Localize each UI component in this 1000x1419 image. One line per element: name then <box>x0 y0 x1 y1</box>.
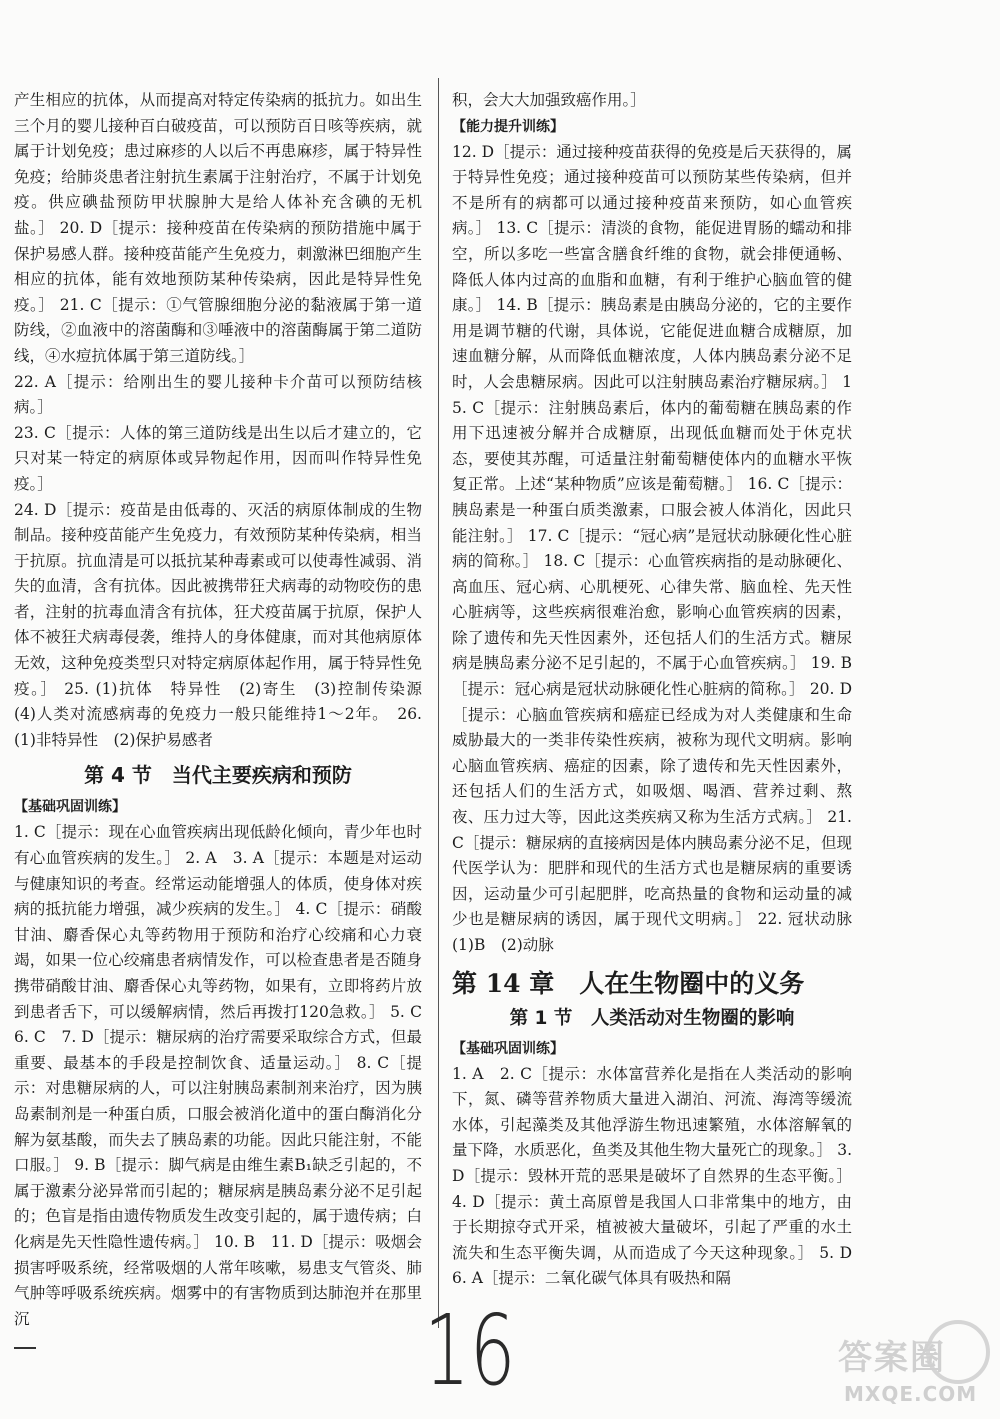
answer-paragraph: 24. D［提示：疫苗是由低毒的、灭活的病原体制成的生物制品。接种疫苗能产生免疫力，有效预防某种传染病，相当于抗原。抗血清是可以抵抗某种毒素或可以使毒性减弱、消失的血清，含有抗体。因此被携带狂犬病毒的动物咬伤的患者，注射的抗毒血清含有抗体，狂犬疫苗属于抗原，保护人体不被狂犬病毒侵袭，维持人的身体健康，而对其他病原体无效，这种免疫类型只对特定病原体起作用，属于特异性免疫。］ 25. (1)抗体 特异性 (2)寄生 (3)控制传染源 (4)人类对流感病毒的免疫力一般只能维持1～2年。 26. (1)非特异性 (2)保护易感者 <box>14 500 438 749</box>
section-heading: 第 4 节 当代主要疾病和预防 <box>84 763 352 788</box>
watermark-text: 答案圈 <box>838 1338 946 1378</box>
watermark-logo <box>838 1318 990 1414</box>
watermark-url: MXQE.COM <box>844 1382 978 1406</box>
answer-paragraph: 22. A［提示：给刚出生的婴儿接种卡介苗可以预防结核病。］ <box>14 372 422 417</box>
exercise-label: 【能力提升训练】 <box>452 118 564 135</box>
page-number: 16 <box>424 1293 516 1407</box>
answer-paragraph: 积，会大大加强致癌作用。］ <box>452 91 646 109</box>
column-divider <box>438 78 439 1328</box>
answer-paragraph: 产生相应的抗体，从而提高对特定传染病的抵抗力。如出生三个月的婴儿接种百白破疫苗，可以预防百日咳等疾病，就属于计划免疫；患过麻疹的人以后不再患麻疹，属于特异性免疫；给肺炎患者注射抗生素属于注射治疗，不属于计划免疫。供应碘盐预防甲状腺肿大是给人体补充含碘的无机盐。］ 20. D［提示：接种疫苗在传染病的预防措施中属于保护易感人群。接种疫苗能产生免疫力，刺激淋巴细胞产生相应的抗体，能有效地预防某种传染病，因此是特异性免疫。］ 21. C［提示：①气管腺细胞分泌的黏液属于第一道防线，②血液中的溶菌酶和③唾液中的溶菌酶属于第二道防线，④水痘抗体属于第三道防线。］ <box>14 91 422 365</box>
answer-paragraph: 23. C［提示：人体的第三道防线是出生以后才建立的，它只对某一特定的病原体或异物起作用，因而叫作特异性免疫。］ <box>14 423 422 493</box>
section-heading: 第 1 节 人类活动对生物圈的影响 <box>509 1007 795 1029</box>
answer-paragraph: 1. C［提示：现在心血管疾病出现低龄化倾向，青少年也时有心血管疾病的发生。］ 2. A 3. A［提示：本题是对运动与健康知识的考查。经常运动能增强人的体质，使身体对疾病的抵抗能力增强，减少疾病的发生。］ 4. C［提示：硝酸甘油、麝香保心丸等药物用于预防和治疗心绞痛和心力衰竭，如果一位心绞痛患者病情发作，可以检查患者是否随身携带硝酸甘油、麝香保心丸等药物，如果有，立即将药片放到患者舌下，可以缓解病情，然后再拨打120急救。］ 5. C 6. C 7. D［提示：糖尿病的治疗需要采取综合方式，但最重要、最基本的手段是控制饮食、适量运动。］ 8. C［提示：对患糖尿病的人，可以注射胰岛素制剂来治疗，因为胰岛素制剂是一种蛋白质，口服会被消化道中的蛋白酶消化分解为氨基酸，而失去了胰岛素的功能。因此只能注射，不能口服。］ 9. B［提示：脚气病是由维生素B₁缺乏引起的，不属于激素分泌异常而引起的；糖尿病是胰岛素分泌不足引起的；色盲是指由遗传物质发生改变引起的，属于遗传病；白化病是先天性隐性遗传病。］ 10. B 11. D［提示：吸烟会损害呼吸系统，经常吸烟的人常年咳嗽，易患支气管炎、肺气肿等呼吸系统疾病。烟雾中的有害物质到达肺泡并在那里沉 <box>14 823 438 1328</box>
footer-dash <box>14 1347 36 1349</box>
answer-paragraph: 1. A 2. C［提示：水体富营养化是指在人类活动的影响下，氮、磷等营养物质大量进入湖泊、河流、海湾等缓流水体，引起藻类及其他浮游生物迅速繁殖，水体溶解氧的量下降，水质恶化，鱼类及其他生物大量死亡的现象。］ 3. D［提示：毁林开荒的恶果是破坏了自然界的生态平衡。］ 4. D［提示：黄土高原曾是我国人口非常集中的地方，由于长期掠夺式开采，植被被大量破坏，引起了严重的水土流失和生态平衡失调，从而造成了今天这种现象。］ 5. D 6. A［提示：二氧化碳气体具有吸热和隔 <box>452 1064 868 1288</box>
right-column <box>452 88 868 1292</box>
left-column <box>14 88 438 1332</box>
exercise-label: 【基础巩固训练】 <box>452 1040 564 1057</box>
exercise-label: 【基础巩固训练】 <box>14 799 126 816</box>
chapter-heading: 第 14 章 人在生物圈中的义务 <box>452 968 805 998</box>
answer-paragraph: 12. D［提示：通过接种疫苗获得的免疫是后天获得的，属于特异性免疫；通过接种疫苗可以预防某些传染病，但并不是所有的病都可以通过接种疫苗来预防，如心血管疾病。］ 13. C［提示：清淡的食物，能促进胃肠的蠕动和排空，所以多吃一些富含膳食纤维的食物，就会排便通畅、降低人体内过高的血脂和血糖，有利于维护心脑血管的健康。］ 14. B［提示：胰岛素是由胰岛分泌的，它的主要作用是调节糖的代谢，具体说，它能促进血糖合成糖原，加速血糖分解，从而降低血糖浓度，人体内胰岛素分泌不足时，人会患糖尿病。因此可以注射胰岛素治疗糖尿病。］ 15. C［提示：注射胰岛素后，体内的葡萄糖在胰岛素的作用下迅速被分解并合成糖原，出现低血糖而处于休克状态，要使其苏醒，可适量注射葡萄糖使体内的血糖水平恢复正常。上述“某种物质”应该是葡萄糖。］ 16. C［提示：胰岛素是一种蛋白质类激素，口服会被人体消化，因此只能注射。］ 17. C［提示：“冠心病”是冠状动脉硬化性心脏病的简称。］ 18. C［提示：心血管疾病指的是动脉硬化、高血压、冠心病、心肌梗死、心律失常、脑血栓、先天性心脏病等，这些疾病很难治愈，影响心血管疾病的因素，除了遗传和先天性因素外，还包括人们的生活方式。糖尿病是胰岛素分泌不足引起的，不属于心血管疾病。］ 19. B［提示：冠心病是冠状动脉硬化性心脏病的简称。］ 20. D［提示：心脑血管疾病和癌症已经成为对人类健康和生命威胁最大的一类非传染性疾病，被称为现代文明病。影响心脑血管疾病、癌症的因素，除了遗传和先天性因素外，还包括人们的生活方式，如吸烟、喝酒、营养过剩、熬夜、压力过大等，因此这类疾病又称为生活方式病。］ 21. C［提示：糖尿病的直接病因是体内胰岛素分泌不足，但现代医学认为：肥胖和现代的生活方式也是糖尿病的重要诱因，运动量少可引起肥胖，吃高热量的食物和运动量的减少也是糖尿病的诱因，属于现代文明病。］ 22. 冠状动脉 (1)B (2)动脉 <box>452 142 868 954</box>
